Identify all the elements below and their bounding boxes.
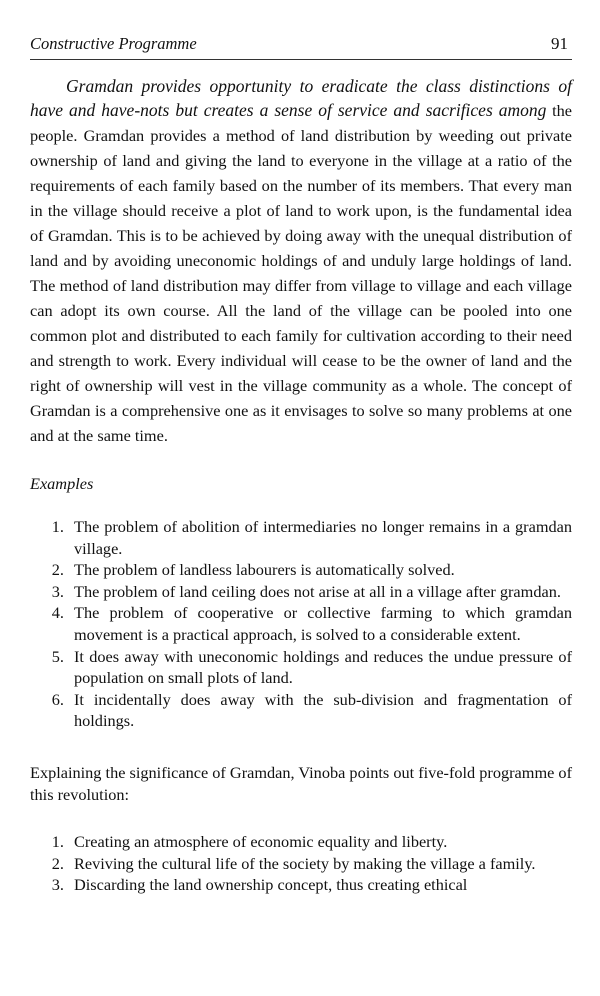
intro-paragraph <box>30 74 572 448</box>
chapter-title: Constructive Programme <box>30 34 197 53</box>
list-item: 6. It incidentally does away with the sub-division and fragmentation of holdings. <box>68 689 572 732</box>
list-item: 3. Discarding the land ownership concept, thus creating ethical <box>68 874 572 896</box>
list-item: 4. The problem of cooperative or collective farming to which gramdan movement is a practical approach, is solved to a considerable extent. <box>68 602 572 645</box>
running-header <box>30 34 572 60</box>
list-item: 1. The problem of abolition of intermediaries no longer remains in a gramdan village. <box>68 516 572 559</box>
examples-list <box>30 516 572 732</box>
list-item: 2. Reviving the cultural life of the society by making the village a family. <box>68 853 572 875</box>
significance-paragraph: Explaining the significance of Gramdan, Vinoba points out five-fold programme of this revolution: <box>30 762 572 804</box>
intro-rest: the people. Gramdan provides a method of land distribution by weeding out private ownership of land and giving the land to everyone in the village at a ratio of the requirements of each family based on the number of its members. That every man in the village should receive a plot of land to work upon, is the fundamental idea of Gramdan. This is to be achieved by doing away with the unequal distribution of land and by avoiding uneconomic holdings of and unduly large holdings of land. The method of land distribution may differ from village to village and each village can adopt its own course. All the land of the village can be pooled into one common plot and distributed to each family for cultivation according to their need and strength to work. Every individual will cease to be the owner of land and the right of ownership will vest in the village community as a whole. The concept of Gramdan is a comprehensive one as it envisages to solve so many problems at one and at the same time. <box>30 101 572 445</box>
list-item: 3. The problem of land ceiling does not arise at all in a village after gramdan. <box>68 581 572 603</box>
list-item: 2. The problem of landless labourers is automatically solved. <box>68 559 572 581</box>
list-item: 1. Creating an atmosphere of economic equality and liberty. <box>68 831 572 853</box>
intro-lead: Gramdan provides opportunity to eradicate the class distinctions of have and have-nots but creates a sense of service and sacrifices among <box>30 76 572 120</box>
page-number: 91 <box>551 34 568 53</box>
list-item: 5. It does away with uneconomic holdings and reduces the undue pressure of population on small plots of land. <box>68 646 572 689</box>
examples-heading: Examples <box>30 474 94 493</box>
programme-list <box>30 831 572 896</box>
